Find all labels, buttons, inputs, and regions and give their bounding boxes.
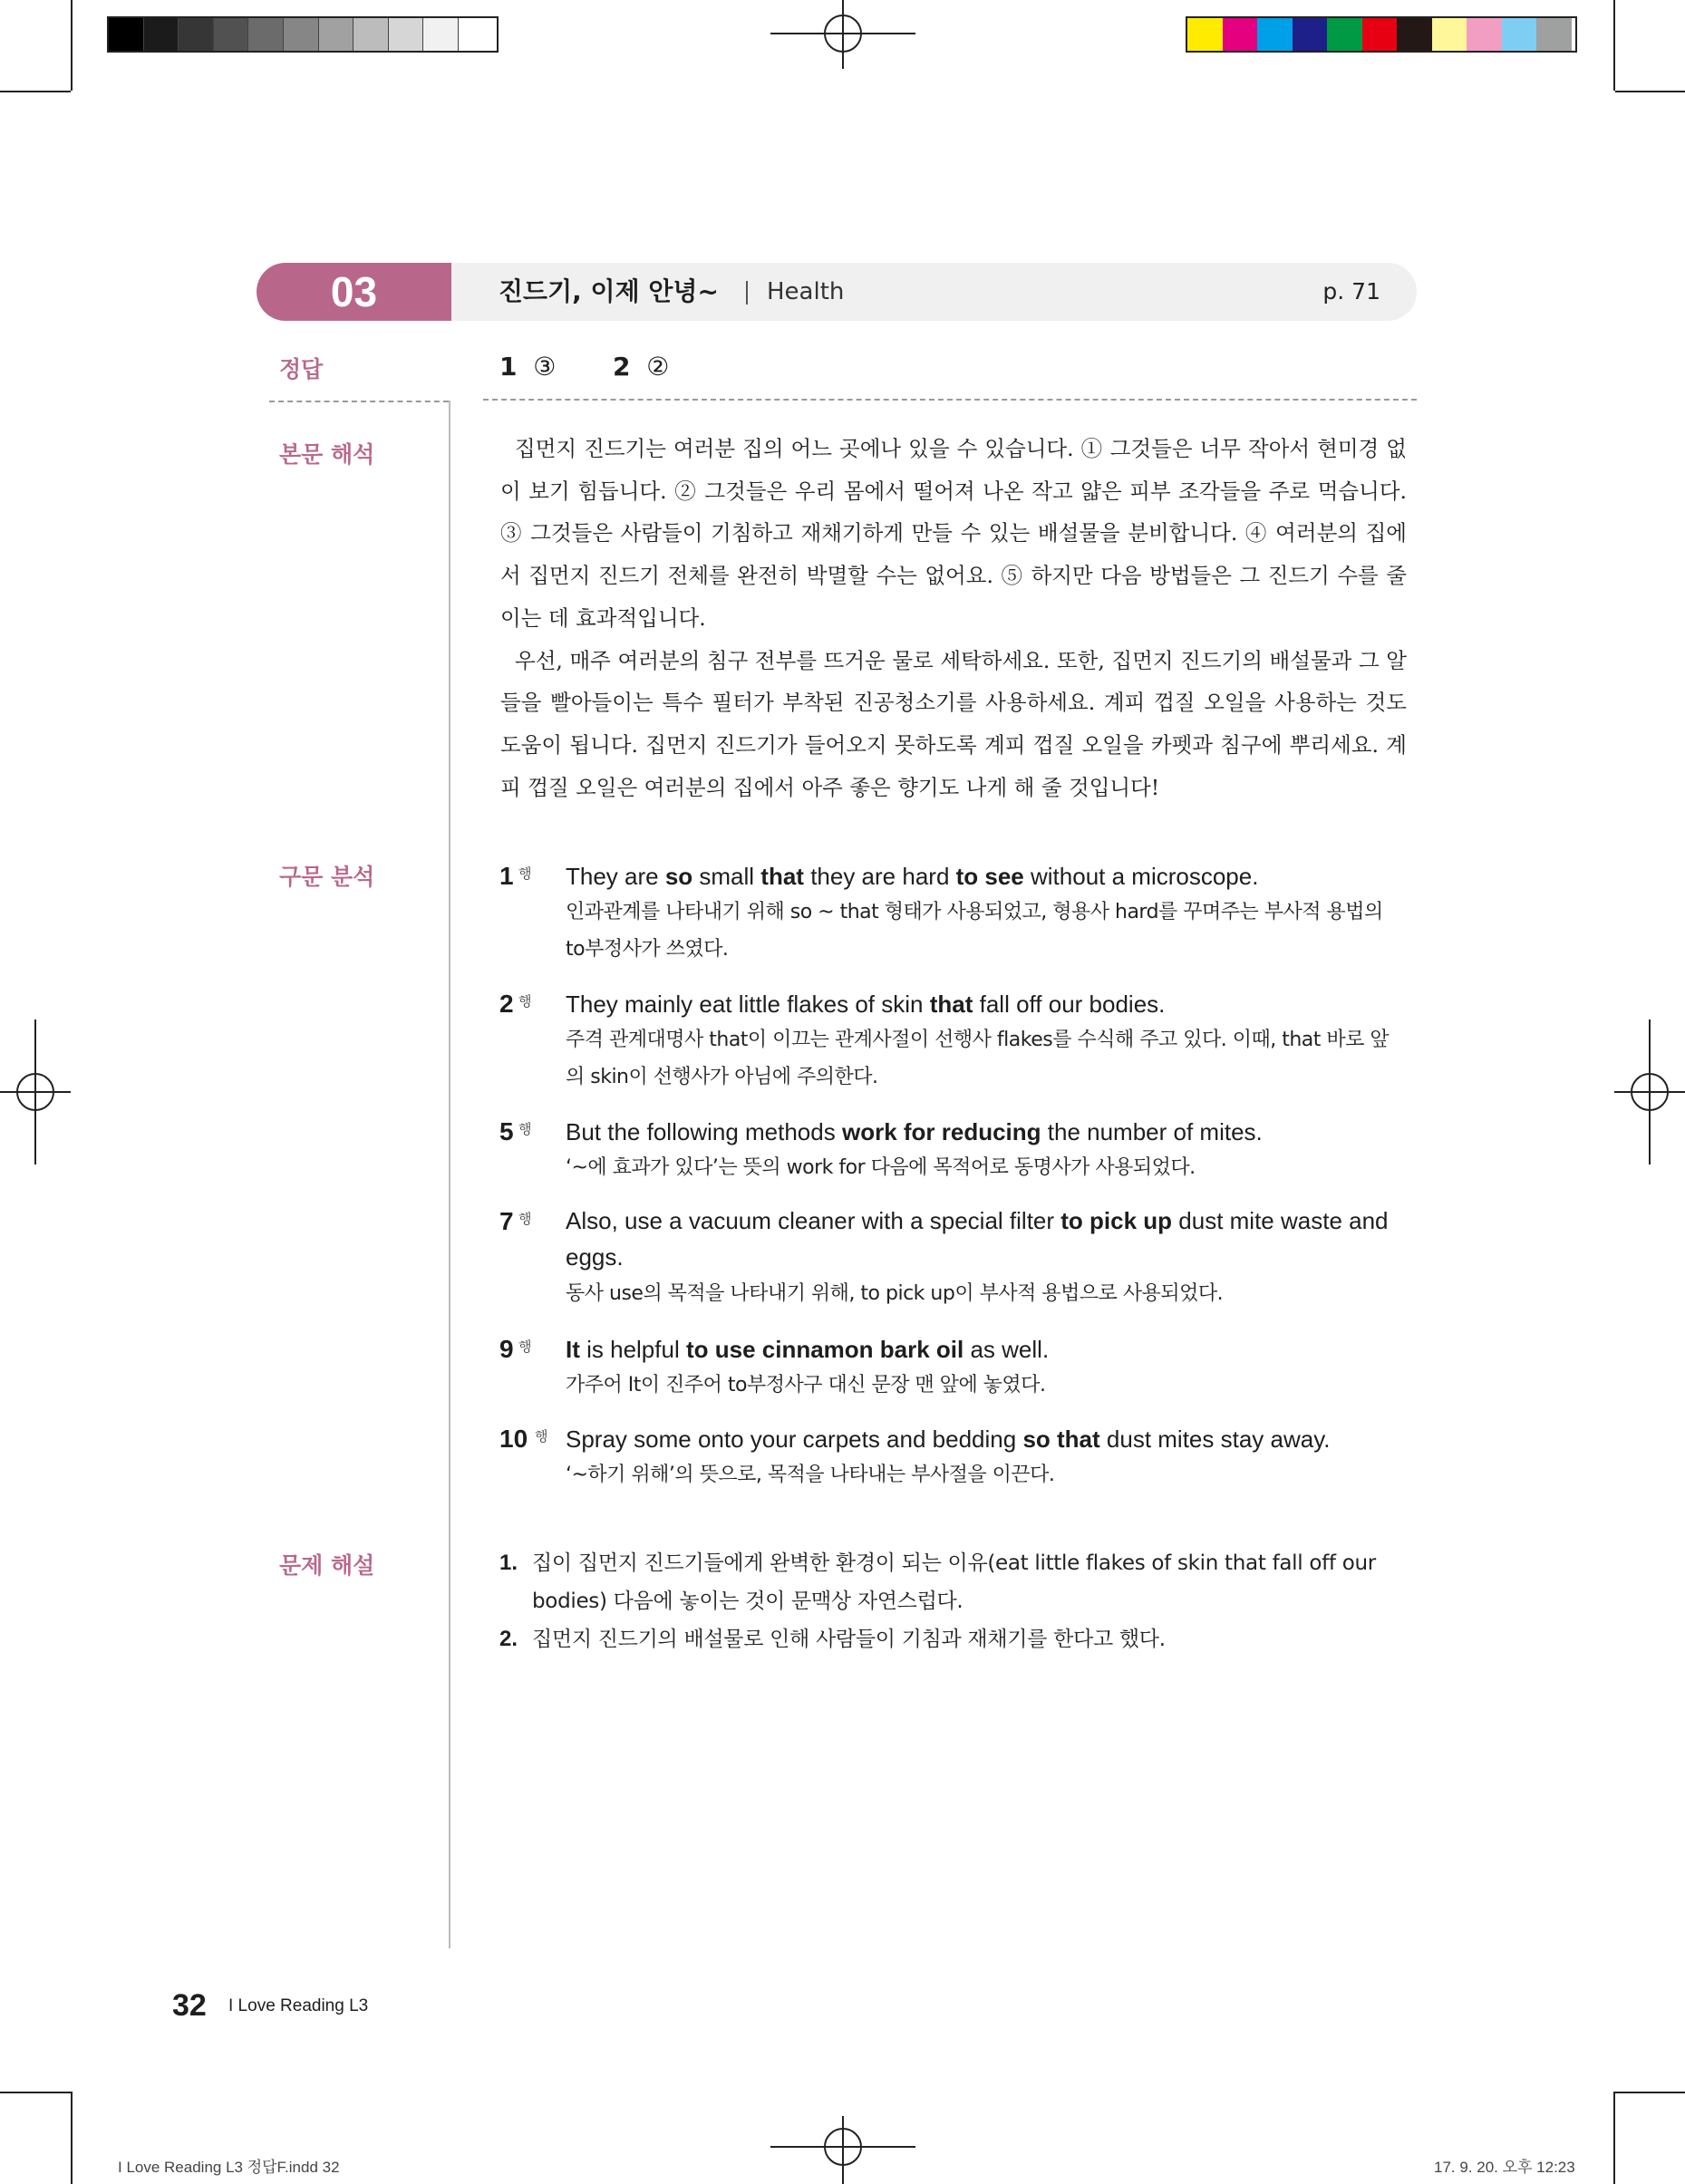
color-swatch bbox=[1187, 18, 1223, 51]
unit-title: 진드기, 이제 안녕~ bbox=[499, 276, 719, 306]
line-marker: 행 bbox=[518, 1121, 532, 1137]
explanation-number: 1. bbox=[499, 1551, 518, 1575]
divider bbox=[269, 401, 449, 402]
answer-number: 2 bbox=[613, 352, 631, 382]
analysis-english: Also, use a vacuum cleaner with a special filter to pick up dust mite waste and eggs. bbox=[566, 1207, 1389, 1271]
line-number: 2 bbox=[499, 990, 514, 1018]
analysis-korean: 인과관계를 나타내기 위해 so ~ that 형태가 사용되었고, 형용사 hard를 꾸며주는 부사적 용법의 to부정사가 쓰였다. bbox=[566, 901, 1383, 961]
answer-2 bbox=[613, 352, 669, 382]
divider bbox=[483, 399, 1417, 401]
translation-paragraph: 집먼지 진드기는 여러분 집의 어느 곳에나 있을 수 있습니다. ① 그것들은 너무 작아서 현미경 없이 보기 힘듭니다. ② 그것들은 우리 몸에서 떨어져 나온 작고 얇은 피부 조각들을 주로 먹습니다. ③ 그것들은 사람들이 기침하고 재채기하게 만들 수 있는 배설물을 분비합니다. ④ 여러분의 집에서 집먼지 진드기 전체를 완전히 박멸할 수는 없어요. ⑤ 하지만 다음 방법들은 그 진드기 수를 줄이는 데 효과적입니다. bbox=[500, 436, 1407, 631]
explanation-text: 집이 집먼지 진드기들에게 완벽한 환경이 되는 이유(eat little flakes of skin that fall off our bodies) 다음에 놓이는 것이 문맥상 자연스럽다. bbox=[532, 1551, 1376, 1613]
page-number: 32 bbox=[172, 1988, 207, 2023]
color-swatch bbox=[1257, 18, 1293, 51]
color-swatch bbox=[284, 18, 319, 51]
explanation-text: 집먼지 진드기의 배설물로 인해 사람들이 기침과 재채기를 한다고 했다. bbox=[532, 1628, 1166, 1651]
answer-1 bbox=[499, 352, 556, 382]
color-swatch bbox=[1293, 18, 1328, 51]
translation-label: 본문 해석 bbox=[279, 441, 375, 468]
color-swatch bbox=[389, 18, 424, 51]
date-slug: 17. 9. 20. 오후 12:23 bbox=[1434, 2159, 1575, 2176]
analysis-english: It is helpful to use cinnamon bark oil as well. bbox=[566, 1336, 1050, 1363]
color-swatch bbox=[248, 18, 284, 51]
page-reference: p. 71 bbox=[1322, 278, 1380, 304]
file-slug: I Love Reading L3 정답F.indd 32 bbox=[118, 2159, 340, 2176]
color-swatch bbox=[179, 18, 214, 51]
explanation-label: 문제 해설 bbox=[279, 1552, 375, 1579]
color-swatch bbox=[1536, 18, 1572, 51]
color-swatch bbox=[319, 18, 354, 51]
line-number: 1 bbox=[499, 862, 514, 890]
column-rule bbox=[449, 401, 450, 1948]
translation-body bbox=[500, 428, 1407, 808]
line-marker: 행 bbox=[535, 1428, 548, 1445]
line-number: 9 bbox=[499, 1335, 514, 1363]
color-swatch bbox=[353, 18, 389, 51]
color-swatch bbox=[1432, 18, 1467, 51]
title-bar bbox=[451, 263, 1417, 321]
analysis-english: They mainly eat little flakes of skin that fall off our bodies. bbox=[566, 991, 1166, 1018]
answer-label: 정답 bbox=[279, 356, 324, 382]
color-swatch bbox=[144, 18, 179, 51]
answer-choice: ③ bbox=[533, 352, 557, 382]
color-swatch bbox=[423, 18, 459, 51]
color-swatch bbox=[1502, 18, 1537, 51]
grayscale-bar bbox=[107, 16, 499, 53]
translation-paragraph: 우선, 매주 여러분의 침구 전부를 뜨거운 물로 세탁하세요. 또한, 집먼지 진드기의 배설물과 그 알들을 빨아들이는 특수 필터가 부착된 진공청소기를 사용하세요. 계피 껍질 오일을 사용하는 것도 도움이 됩니다. 집먼지 진드기가 들어오지 못하도록 계피 껍질 오일을 카펫과 침구에 뿌리세요. 계피 껍질 오일은 여러분의 집에서 아주 좋은 향기도 나게 해 줄 것입니다! bbox=[500, 647, 1407, 800]
answer-choice: ② bbox=[646, 352, 670, 382]
color-bar bbox=[1186, 16, 1577, 53]
analysis-korean: ‘~하기 위해’의 뜻으로, 목적을 나타내는 부사절을 이끈다. bbox=[566, 1464, 1055, 1486]
line-number: 7 bbox=[499, 1207, 514, 1235]
book-title: I Love Reading L3 bbox=[228, 1996, 369, 2015]
color-swatch bbox=[1362, 18, 1398, 51]
color-swatch bbox=[1467, 18, 1502, 51]
analysis-korean: 가주어 It이 진주어 to부정사구 대신 문장 맨 앞에 놓였다. bbox=[566, 1374, 1046, 1396]
title-divider bbox=[746, 281, 748, 304]
line-number: 5 bbox=[499, 1117, 514, 1145]
analysis-english: They are so small that they are hard to see without a microscope. bbox=[566, 863, 1259, 890]
analysis-korean: 주격 관계대명사 that이 이끄는 관계사절이 선행사 flakes를 수식해 주고 있다. 이때, that 바로 앞의 skin이 선행사가 아님에 주의한다. bbox=[566, 1029, 1390, 1088]
answer-number: 1 bbox=[499, 352, 518, 382]
analysis-korean: 동사 use의 목적을 나타내기 위해, to pick up이 부사적 용법으로 사용되었다. bbox=[566, 1282, 1224, 1305]
line-marker: 행 bbox=[518, 865, 532, 882]
color-swatch bbox=[1223, 18, 1258, 51]
color-swatch bbox=[1327, 18, 1362, 51]
line-marker: 행 bbox=[518, 993, 532, 1010]
analysis-english: Spray some onto your carpets and bedding so that dust mites stay away. bbox=[566, 1425, 1331, 1453]
color-swatch bbox=[214, 18, 249, 51]
analysis-korean: ‘~에 효과가 있다’는 뜻의 work for 다음에 목적어로 동명사가 사용되었다. bbox=[566, 1156, 1196, 1179]
line-number: 10 bbox=[499, 1425, 528, 1453]
analysis-label: 구문 분석 bbox=[279, 864, 375, 890]
color-swatch bbox=[1397, 18, 1432, 51]
explanation-number: 2. bbox=[499, 1627, 518, 1651]
line-marker: 행 bbox=[518, 1211, 532, 1227]
section-number: 03 bbox=[257, 263, 451, 321]
analysis-english: But the following methods work for reducing the number of mites. bbox=[566, 1118, 1263, 1145]
color-swatch bbox=[109, 18, 144, 51]
line-marker: 행 bbox=[518, 1338, 532, 1355]
unit-category: Health bbox=[767, 278, 845, 305]
